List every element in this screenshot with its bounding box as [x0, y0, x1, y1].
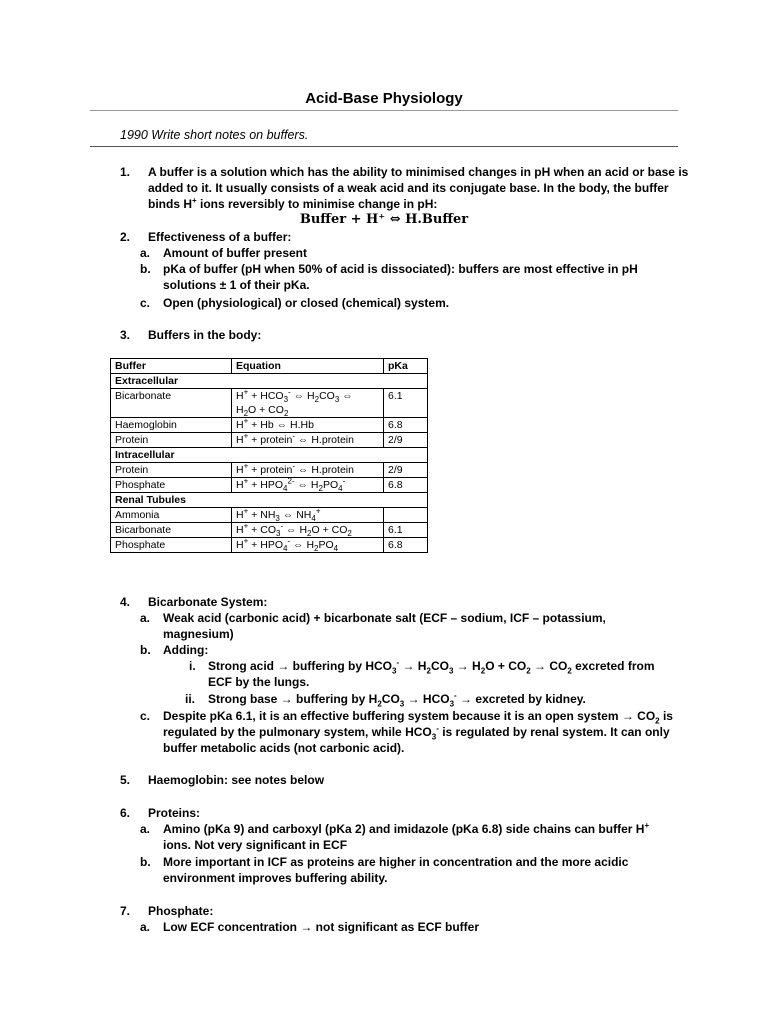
- table-row: Ammonia $H^+ + NH_3$ ⇔ $NH_4^+$: [111, 508, 428, 523]
- table-row: Haemoglobin H+ + Hb ⇔ H.Hb 6.8: [111, 418, 428, 433]
- item-number: 4.: [120, 595, 131, 609]
- p4-heading: Bicarbonate System:: [148, 595, 268, 609]
- table-header-row: Buffer Equation pKa: [111, 359, 428, 374]
- buffers-table: [110, 358, 428, 553]
- p2-a: Amount of buffer present: [163, 246, 307, 260]
- p6-heading: Proteins:: [148, 806, 201, 820]
- p6-a-line1: Amino (pKa 9) and carboxyl (pKa 2) and imidazole (pKa 6.8) side chains can buffer H+: [163, 821, 650, 836]
- p2-b-line2: solutions ± 1 of their pKa.: [163, 278, 310, 292]
- item-number: 1.: [120, 165, 131, 179]
- p7-a: Low ECF concentration → not significant as ECF buffer: [163, 920, 480, 934]
- p6-b-line2: environment improves buffering ability.: [163, 871, 388, 885]
- item-number: 6.: [120, 806, 131, 820]
- p1-line2: added to it. It usually consists of a weak acid and its conjugate base. In the body, the buffer: [148, 181, 669, 195]
- p4-c-line3: buffer metabolic acids (not carbonic acid).: [163, 741, 405, 755]
- p4-b-i-line1: Strong acid → buffering by $HCO_3^- \to H_2CO_3 \to H_2O + CO_2 \to CO_2$ excreted from: [208, 658, 655, 676]
- table-row: Bicarbonate $H^+ + CO_3^-$ ⇔ $H_2O + CO_2$ 6.1: [111, 523, 428, 538]
- table-row: Phosphate $H^+ + HPO_4^{2-}$ ⇔ $H_2PO_4^-$ 6.8: [111, 478, 428, 493]
- table-row: Protein H+ + protein- ⇔ H.protein 2/9: [111, 463, 428, 478]
- table-section: Extracellular: [111, 374, 428, 389]
- p4-a-line1: Weak acid (carbonic acid) + bicarbonate salt (ECF – sodium, ICF – potassium,: [163, 611, 606, 625]
- table-row: Protein H+ + protein- ⇔ H.protein 2/9: [111, 433, 428, 448]
- table-section: Intracellular: [111, 448, 428, 463]
- item-number: 5.: [120, 773, 131, 787]
- table-row: Phosphate $H^+ + HPO_4^-$ ⇔ $H_2PO_4$ 6.8: [111, 538, 428, 553]
- p3-heading: Buffers in the body:: [148, 328, 262, 342]
- title-rule: [90, 110, 678, 111]
- p4-b-ii: Strong base → buffering by $H_2CO_3 \to HCO_3^-$ → excreted by kidney.: [208, 691, 586, 709]
- p4-c-line2: regulated by the pulmonary system, while $HCO_3^-$ is regulated by renal system. It can only: [163, 724, 670, 742]
- item-number: 3.: [120, 328, 131, 342]
- question-heading: 1990 Write short notes on buffers.: [120, 128, 309, 142]
- p4-a-line2: magnesium): [163, 627, 234, 641]
- p6-b-line1: More important in ICF as proteins are higher in concentration and the more acidic: [163, 855, 629, 869]
- p2-b-line1: pKa of buffer (pH when 50% of acid is dissociated): buffers are most effective in pH: [163, 262, 638, 276]
- p1-line1: A buffer is a solution which has the ability to minimised changes in pH when an acid or base is: [148, 165, 689, 179]
- p2-c: Open (physiological) or closed (chemical) system.: [163, 296, 450, 310]
- p4-b-i-line2: ECF by the lungs.: [208, 675, 310, 689]
- p6-a-line2: ions. Not very significant in ECF: [163, 838, 348, 852]
- p1-line3: binds H+ ions reversibly to minimise change in pH:: [148, 196, 438, 211]
- table-row: Bicarbonate $H^+ + HCO_3^-$ ⇔ $H_2CO_3$ ⇔ $H_2O + CO_2$ 6.1: [111, 389, 428, 418]
- page-title: Acid-Base Physiology: [305, 90, 463, 107]
- p2-heading: Effectiveness of a buffer:: [148, 230, 292, 244]
- p4-b: Adding:: [163, 643, 209, 657]
- p4-c-line1: Despite pKa 6.1, it is an effective buffering system because it is an open system → $CO_2$ is: [163, 709, 673, 726]
- item-number: 7.: [120, 904, 131, 918]
- question-rule: [90, 146, 678, 147]
- buffer-equation: Buffer + H⁺ ⇔ H.Buffer: [299, 212, 469, 227]
- item-number: 2.: [120, 230, 131, 244]
- p7-heading: Phosphate:: [148, 904, 214, 918]
- p5-heading: Haemoglobin: see notes below: [148, 773, 325, 787]
- table-section: Renal Tubules: [111, 493, 428, 508]
